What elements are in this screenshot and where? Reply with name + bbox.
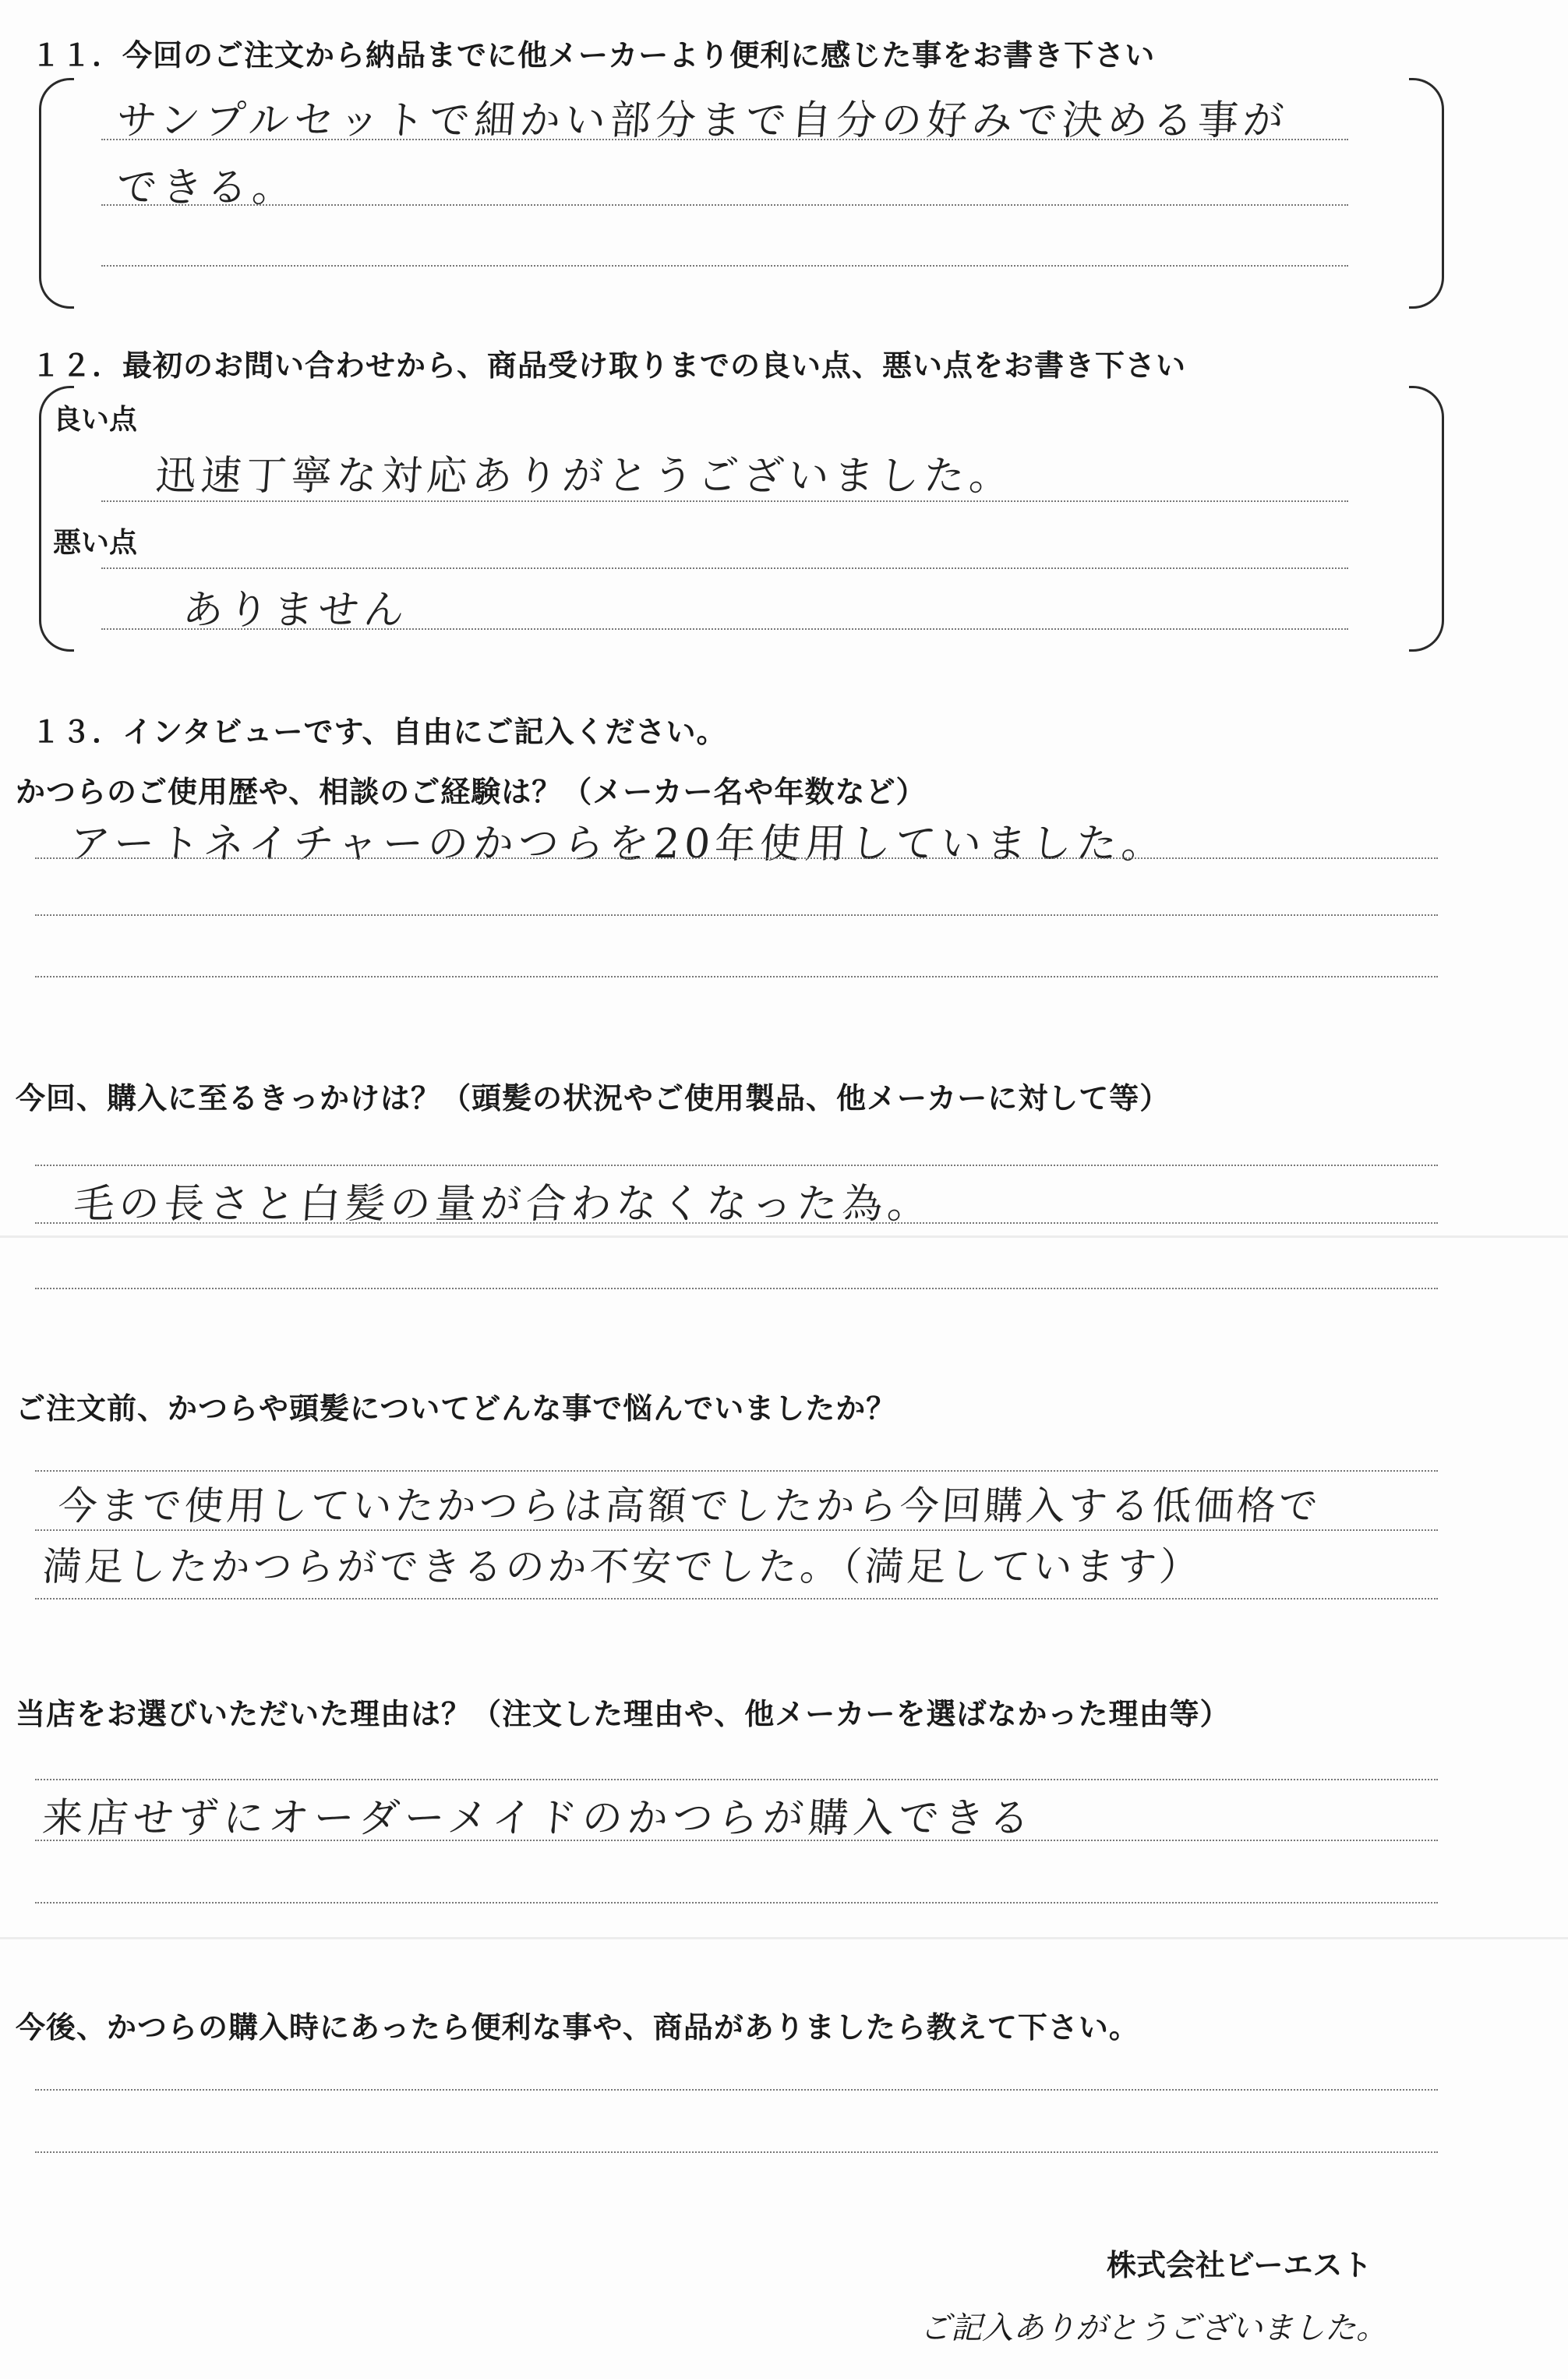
q13-answer-usage-history: アートネイチャーのかつらを20年使用していました。 [68, 821, 1169, 868]
q13-question-usage-history: かつらのご使用歴や、相談のご経験は？（メーカー名や年数など） [16, 775, 927, 809]
q13-answer-purchase-trigger: 毛の長さと白髪の量が合わなくなった為。 [72, 1181, 934, 1228]
answer-line [35, 1529, 1438, 1531]
q13-question-suggestions: 今後、かつらの購入時にあったら便利な事や、商品がありましたら教えて下さい。 [16, 2010, 1139, 2045]
answer-line [35, 1288, 1438, 1289]
answer-line [35, 2151, 1438, 2153]
q11-bracket-right [1409, 78, 1444, 309]
paper-fold [0, 1937, 1568, 1939]
answer-line [35, 1902, 1438, 1904]
answer-line [35, 2089, 1438, 2091]
answer-line [101, 567, 1348, 569]
q13-question-purchase-trigger: 今回、購入に至るきっかけは？（頭髪の状況やご使用製品、他メーカーに対して等） [16, 1081, 1171, 1115]
q11-answer-line-2: できる。 [115, 164, 299, 211]
answer-line [101, 500, 1348, 502]
company-name: 株式会社ビーエスト [1107, 2248, 1372, 2282]
good-point-label: 良い点 [53, 404, 138, 436]
bad-point-label: 悪い点 [53, 527, 138, 559]
answer-line [35, 1222, 1438, 1224]
q11-bracket-left [39, 78, 74, 309]
answer-line [35, 1165, 1438, 1166]
q13-title: １３．インタビューです、自由にご記入ください。 [31, 715, 727, 749]
answer-line [101, 628, 1348, 630]
q12-title: １２．最初のお問い合わせから、商品受け取りまでの良い点、悪い点をお書き下さい [31, 348, 1187, 383]
bad-point-answer: ありません [181, 587, 411, 634]
good-point-answer: 迅速丁寧な対応ありがとうございました。 [154, 453, 1016, 500]
q13-question-worries: ご注文前、かつらや頭髪についてどんな事で悩んでいましたか？ [16, 1391, 897, 1426]
answer-line [35, 1470, 1438, 1472]
answer-line [35, 857, 1438, 859]
answer-line [35, 1779, 1438, 1780]
q11-answer-line-1: サンプルセットで細かい部分まで自分の好みで決める事が [115, 97, 1291, 144]
q13-answer-worries-line-1: 今まで使用していたかつらは高額でしたから今回購入する低価格で [56, 1483, 1323, 1529]
q13-answer-worries-line-2: 満足したかつらができるのか不安でした。（満足しています） [41, 1544, 1203, 1589]
paper-fold [0, 1235, 1568, 1238]
q11-title: １１．今回のご注文から納品までに他メーカーより便利に感じた事をお書き下さい [31, 38, 1156, 72]
q13-answer-reason: 来店せずにオーダーメイドのかつらが購入できる [41, 1795, 1037, 1842]
answer-line [35, 914, 1438, 916]
q13-question-reason: 当店をお選びいただいた理由は？（注文した理由や、他メーカーを選ばなかった理由等） [16, 1697, 1231, 1731]
q12-bracket-right [1409, 386, 1444, 652]
answer-line [35, 976, 1438, 977]
answer-line [35, 1840, 1438, 1841]
answer-line [101, 265, 1348, 267]
answer-line [35, 1598, 1438, 1600]
thank-you-message: ご記入ありがとうございました。 [920, 2310, 1387, 2346]
